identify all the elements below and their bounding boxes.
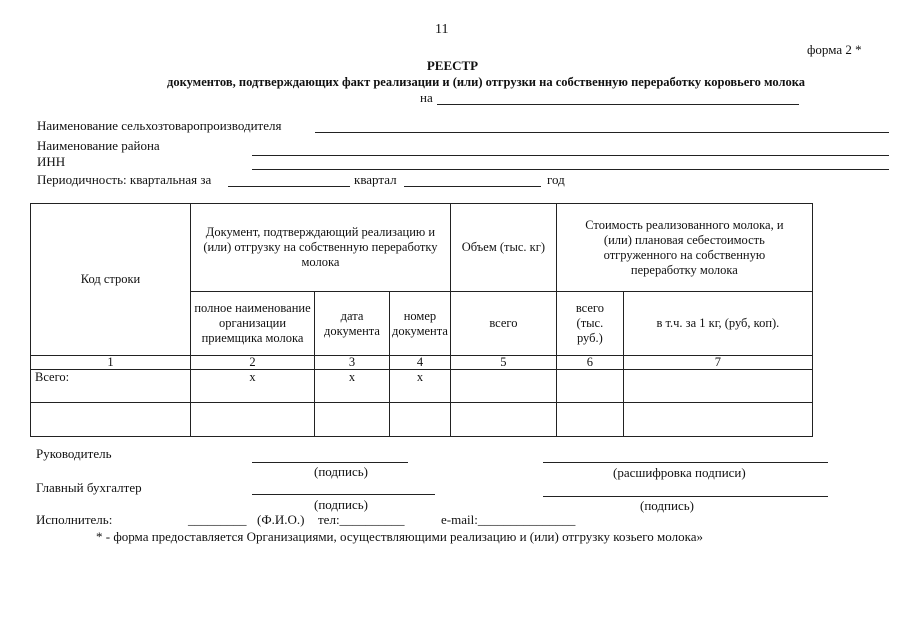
col-number-7: 7	[623, 356, 812, 370]
total-x-mark: x	[315, 370, 390, 403]
inn-field-line[interactable]	[252, 169, 889, 170]
col-number-4: 4	[390, 356, 451, 370]
header-doc-date: дата документа	[315, 292, 390, 356]
accountant-label: Главный бухгалтер	[36, 480, 142, 495]
header-doc-number: номер документа	[390, 292, 451, 356]
head-label: Руководитель	[36, 446, 112, 461]
inn-label: ИНН	[37, 154, 66, 169]
row-cost-cell[interactable]	[556, 403, 623, 437]
accountant-right-line[interactable]	[543, 496, 828, 497]
row-code-cell[interactable]	[31, 403, 191, 437]
col-number-3: 3	[315, 356, 390, 370]
header-volume-total: всего	[450, 292, 556, 356]
year-label: год	[547, 172, 565, 187]
col-number-1: 1	[31, 356, 191, 370]
form-label: форма 2 *	[807, 42, 862, 57]
header-cost-total: всего (тыс. руб.)	[556, 292, 623, 356]
total-label: Всего:	[31, 370, 191, 403]
district-field-line[interactable]	[252, 155, 889, 156]
year-field-line[interactable]	[404, 186, 541, 187]
total-volume-cell[interactable]	[450, 370, 556, 403]
total-cost-per-kg-cell[interactable]	[623, 370, 812, 403]
table-row	[31, 403, 813, 437]
page-number: 11	[435, 22, 449, 37]
header-cost-per-kg: в т.ч. за 1 кг, (руб, коп).	[623, 292, 812, 356]
col-number-6: 6	[556, 356, 623, 370]
row-date-cell[interactable]	[315, 403, 390, 437]
total-cost-cell[interactable]	[556, 370, 623, 403]
executor-label: Исполнитель:	[36, 512, 113, 527]
periodicity-label: Периодичность: квартальная за	[37, 172, 212, 187]
footnote: * - форма предоставляется Организациями, осуществляющими реализацию и (или) отгрузку козьего молока»	[96, 529, 703, 544]
registry-table	[30, 203, 813, 437]
accountant-right-caption: (подпись)	[640, 498, 694, 513]
producer-label: Наименование сельхозтоваропроизводителя	[37, 118, 282, 133]
header-volume: Объем (тыс. кг)	[450, 204, 556, 292]
date-field-line[interactable]	[437, 104, 799, 105]
row-cost-per-kg-cell[interactable]	[623, 403, 812, 437]
head-decode-caption: (расшифровка подписи)	[613, 465, 746, 480]
col-number-5: 5	[450, 356, 556, 370]
district-label: Наименование района	[37, 138, 160, 153]
phone-field[interactable]: тел:__________	[318, 512, 405, 527]
document-title: РЕЕСТР	[426, 58, 479, 73]
head-signature-caption: (подпись)	[314, 464, 368, 479]
total-x-mark: x	[191, 370, 315, 403]
producer-field-line[interactable]	[315, 132, 889, 133]
email-field[interactable]: e-mail:_______________	[441, 512, 576, 527]
document-subtitle: документов, подтверждающих факт реализации и (или) отгрузки на собственную переработку коровьего молока	[167, 75, 806, 89]
header-code: Код строки	[31, 204, 191, 356]
total-x-mark: x	[390, 370, 451, 403]
accountant-signature-caption: (подпись)	[314, 497, 368, 512]
row-number-cell[interactable]	[390, 403, 451, 437]
row-volume-cell[interactable]	[450, 403, 556, 437]
quarter-field-line[interactable]	[228, 186, 350, 187]
accountant-signature-line[interactable]	[252, 494, 435, 495]
quarter-label: квартал	[354, 172, 397, 187]
col-number-2: 2	[191, 356, 315, 370]
head-signature-line[interactable]	[252, 462, 408, 463]
executor-name-field[interactable]: _________	[188, 512, 247, 527]
fio-caption: (Ф.И.О.)	[257, 512, 305, 527]
header-document: Документ, подтверждающий реализацию и (или) отгрузку на собственную переработку молока	[191, 204, 451, 292]
header-cost: Стоимость реализованного молока, и (или) плановая себестоимость отгруженного на собственную переработку молока	[556, 204, 812, 292]
total-row	[31, 370, 813, 403]
date-prefix: на	[420, 90, 433, 105]
row-org-cell[interactable]	[191, 403, 315, 437]
header-org-name: полное наименование организации приемщика молока	[191, 292, 315, 356]
head-decode-line[interactable]	[543, 462, 828, 463]
